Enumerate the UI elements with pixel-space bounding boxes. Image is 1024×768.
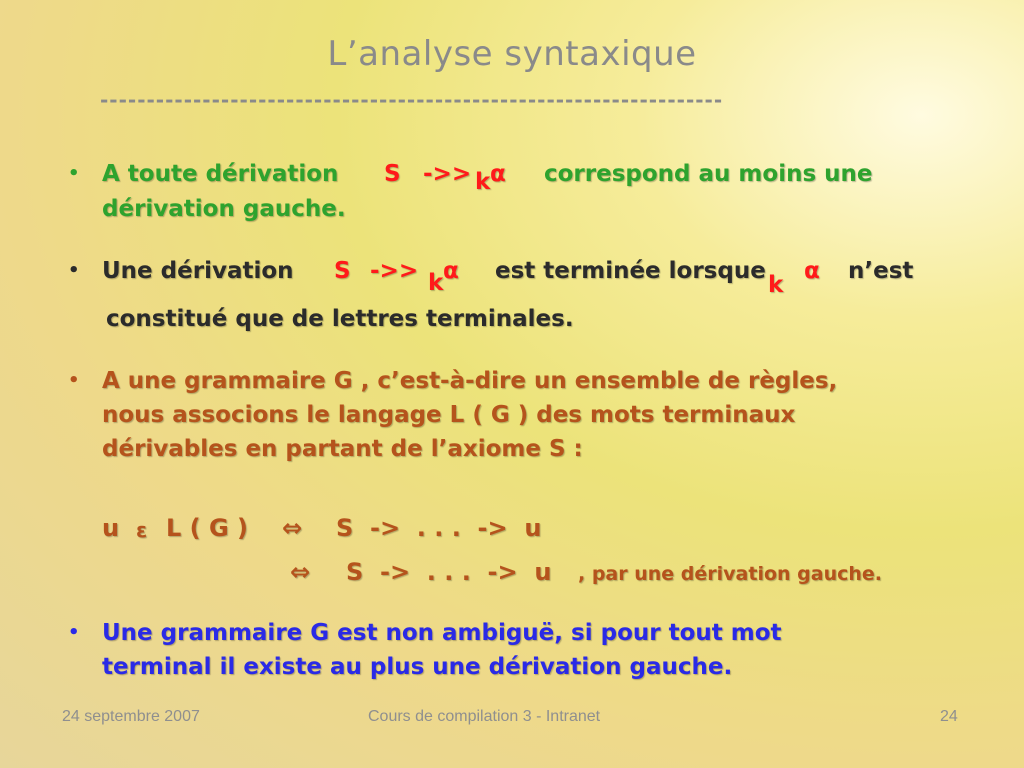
formula1-epsilon: ε [136, 518, 148, 542]
bullet1-alpha: α [490, 161, 506, 187]
bullet-marker-4: • [68, 622, 80, 643]
bullet1-line2: dérivation gauche. [102, 196, 346, 222]
footer-date: 24 septembre 2007 [62, 708, 200, 725]
bullet-marker-2: • [68, 260, 80, 281]
bullet2-text-after: n’est [848, 258, 914, 284]
bullet2-k: k [428, 270, 444, 296]
bullet2-text-mid: est terminée lorsque [495, 258, 766, 284]
bullet2-alpha2: α [804, 258, 820, 284]
bullet1-arrow: ->> [423, 161, 472, 187]
formula2-iff: ⇔ [290, 558, 311, 586]
bullet2-text-before: Une dérivation [102, 258, 294, 284]
bullet2-line2: constitué que de lettres terminales. [106, 306, 574, 332]
bullet1-text-after: correspond au moins une [544, 161, 873, 187]
bullet3-line3: dérivables en partant de l’axiome S : [102, 436, 583, 462]
bullet2-alpha: α [443, 258, 459, 284]
bullet4-line1: Une grammaire G est non ambiguë, si pour tout mot [102, 620, 782, 646]
title-divider: ------------------------------------------------------------------- [100, 88, 724, 112]
bullet1-text-before: A toute dérivation [102, 161, 339, 187]
bullet2-k2: k [768, 272, 784, 298]
bullet1-symbol-S: S [384, 161, 401, 187]
bullet4-line2: terminal il existe au plus une dérivation gauche. [102, 654, 733, 680]
bullet2-arrow: ->> [370, 258, 419, 284]
formula2-derivation: S -> . . . -> u [346, 558, 552, 586]
bullet1-k: k [475, 169, 491, 195]
bullet-marker-1: • [68, 163, 80, 184]
formula1-u: u [102, 514, 120, 542]
bullet3-line2: nous associons le langage L ( G ) des mots terminaux [102, 402, 796, 428]
bullet-marker-3: • [68, 370, 80, 391]
footer-page-number: 24 [940, 708, 958, 725]
formula1-iff: ⇔ [282, 514, 303, 542]
footer-course: Cours de compilation 3 - Intranet [368, 708, 601, 725]
slide-title: L’analyse syntaxique [327, 34, 697, 74]
bullet3-line1: A une grammaire G , c’est-à-dire un ensemble de règles, [102, 368, 838, 394]
bullet2-symbol-S: S [334, 258, 351, 284]
formula1-LG: L ( G ) [166, 514, 248, 542]
formula1-derivation: S -> . . . -> u [336, 514, 542, 542]
formula2-suffix: , par une dérivation gauche. [578, 563, 882, 585]
